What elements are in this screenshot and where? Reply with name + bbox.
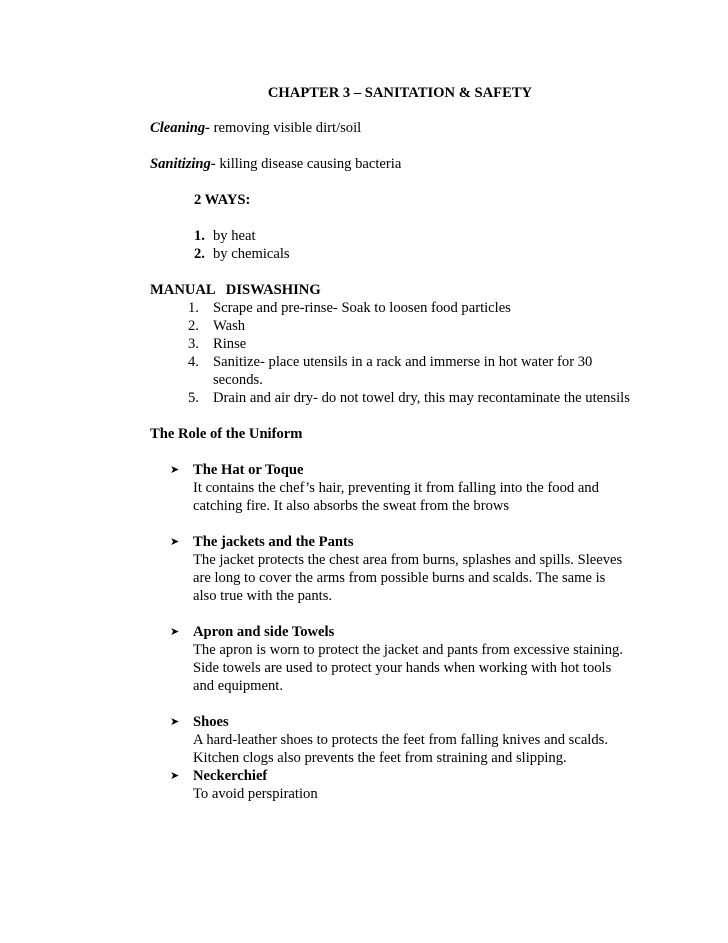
definition-text: killing disease causing bacteria xyxy=(215,156,402,172)
arrow-bullet-icon: ➤ xyxy=(170,535,180,548)
list-number: 2. xyxy=(194,246,205,262)
list-item xyxy=(188,389,630,407)
list-text: by chemicals xyxy=(213,246,290,262)
list-item xyxy=(194,245,630,263)
uniform-item-text: The apron is worn to protect the jacket and pants from excessive staining. Side towels are used to protect your hands when working with hot tools and equipment. xyxy=(193,642,623,694)
list-number: 2. xyxy=(188,318,199,334)
list-text: Rinse xyxy=(213,336,247,352)
definition-term: Sanitizing- xyxy=(150,156,216,172)
list-number: 5. xyxy=(188,390,199,406)
dishwashing-steps xyxy=(150,299,630,407)
uniform-item-text: To avoid perspiration xyxy=(193,786,318,802)
ways-heading: 2 WAYS: xyxy=(194,192,251,208)
list-item xyxy=(188,317,630,335)
uniform-item-title: Shoes xyxy=(193,714,229,730)
manual-dishwashing-heading: MANUAL DISWASHING xyxy=(150,282,321,298)
arrow-bullet-icon: ➤ xyxy=(170,715,180,728)
list-text: Wash xyxy=(213,318,246,334)
chapter-title: CHAPTER 3 – SANITATION & SAFETY xyxy=(267,85,533,101)
uniform-list xyxy=(150,461,630,515)
list-item xyxy=(170,713,630,767)
list-number: 1. xyxy=(194,228,205,244)
uniform-item-text: The jacket protects the chest area from burns, splashes and spills. Sleeves are long to cover the arms from possible burns and scalds. The same is also true with the pants. xyxy=(193,552,623,604)
definition-cleaning xyxy=(150,119,630,137)
uniform-item-title: Apron and side Towels xyxy=(193,624,335,640)
list-item xyxy=(170,533,630,605)
list-item xyxy=(188,353,630,389)
list-item xyxy=(188,335,630,353)
definition-text: removing visible dirt/soil xyxy=(210,120,362,136)
uniform-list xyxy=(150,713,630,803)
definition-sanitizing xyxy=(150,155,630,173)
list-text: Sanitize- place utensils in a rack and immerse in hot water for 30 seconds. xyxy=(213,354,593,388)
uniform-item-title: Neckerchief xyxy=(193,768,268,784)
list-number: 4. xyxy=(188,354,199,370)
list-number: 1. xyxy=(188,300,199,316)
uniform-list xyxy=(150,623,630,695)
list-number: 3. xyxy=(188,336,199,352)
ways-list xyxy=(150,227,630,263)
list-item xyxy=(170,767,630,803)
list-item xyxy=(170,623,630,695)
uniform-item-text: A hard-leather shoes to protects the feet from falling knives and scalds. Kitchen clogs also prevents the feet from straining and slipping. xyxy=(193,732,608,766)
list-text: Scrape and pre-rinse- Soak to loosen food particles xyxy=(213,300,511,316)
arrow-bullet-icon: ➤ xyxy=(170,463,180,476)
definition-term: Cleaning- xyxy=(150,120,211,136)
document-page xyxy=(150,84,630,803)
list-item xyxy=(188,299,630,317)
arrow-bullet-icon: ➤ xyxy=(170,769,180,782)
list-text: by heat xyxy=(213,228,256,244)
uniform-item-title: The Hat or Toque xyxy=(193,462,304,478)
uniform-list xyxy=(150,533,630,605)
arrow-bullet-icon: ➤ xyxy=(170,625,180,638)
list-item xyxy=(194,227,630,245)
list-text: Drain and air dry- do not towel dry, this may recontaminate the utensils xyxy=(213,390,630,406)
list-item xyxy=(170,461,630,515)
uniform-item-text: It contains the chef’s hair, preventing it from falling into the food and catching fire. It also absorbs the sweat from the brows xyxy=(193,480,599,514)
uniform-item-title: The jackets and the Pants xyxy=(193,534,354,550)
uniform-heading: The Role of the Uniform xyxy=(150,426,303,442)
